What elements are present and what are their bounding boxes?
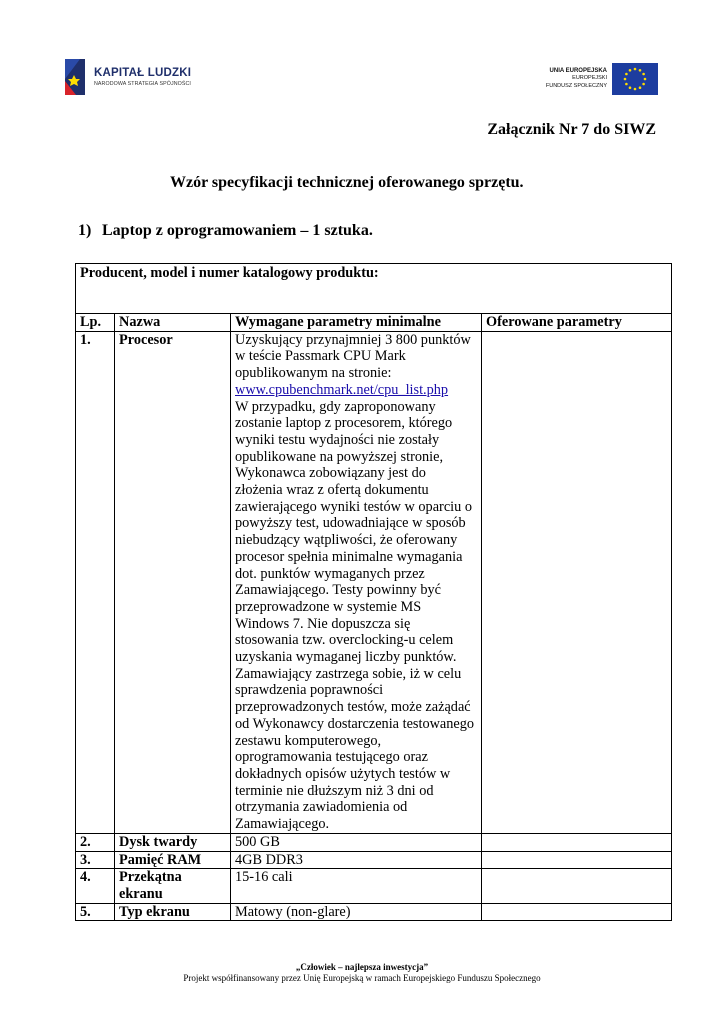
- header-offer: Oferowane parametry: [482, 314, 672, 332]
- row-lp: 5.: [76, 903, 115, 921]
- section-heading: [78, 222, 373, 240]
- annex-title: Załącznik Nr 7 do SIWZ: [487, 121, 656, 138]
- eu-flag-icon: [612, 63, 658, 95]
- row-offer: [482, 833, 672, 851]
- table-header-row: [76, 314, 672, 332]
- row-lp: 3.: [76, 851, 115, 869]
- eu-logo-line3: FUNDUSZ SPOŁECZNY: [545, 82, 607, 89]
- eu-logo-line2: EUROPEJSKI: [572, 75, 607, 82]
- specification-table: [75, 263, 672, 921]
- producer-cell: Producent, model i numer katalogowy produktu:: [76, 264, 672, 314]
- row-lp: 1.: [76, 331, 115, 833]
- kapital-ludzki-emblem-icon: [62, 57, 88, 97]
- row-offer: [482, 869, 672, 903]
- row-requirements: Matowy (non-glare): [231, 903, 482, 921]
- table-row: [76, 869, 672, 903]
- header-requirements: Wymagane parametry minimalne: [231, 314, 482, 332]
- row-requirements: 4GB DDR3: [231, 851, 482, 869]
- document-title: Wzór specyfikacji technicznej oferowanego sprzętu.: [170, 174, 524, 191]
- table-row: [76, 851, 672, 869]
- row-name: Pamięć RAM: [115, 851, 231, 869]
- row-name: Procesor: [115, 331, 231, 833]
- footer-note: Projekt współfinansowany przez Unię Europejską w ramach Europejskiego Funduszu Społecznego: [183, 973, 541, 983]
- footer-motto: „Człowiek – najlepsza inwestycja”: [295, 962, 429, 972]
- producer-row: [76, 264, 672, 314]
- header-name: Nazwa: [115, 314, 231, 332]
- row-offer: [482, 903, 672, 921]
- eu-logo: [523, 58, 658, 100]
- section-number: 1): [78, 222, 92, 239]
- table-row: [76, 331, 672, 833]
- table-row: [76, 833, 672, 851]
- row-name: Przekątna ekranu: [115, 869, 231, 903]
- row-lp: 4.: [76, 869, 115, 903]
- table-row: [76, 903, 672, 921]
- row-name: Dysk twardy: [115, 833, 231, 851]
- req-text-after: W przypadku, gdy zaproponowany zostanie laptop z procesorem, którego wyniki testu wydajności nie zostały opublikowane na powyższej stronie, Wykonawca zobowiązany jest do złożenia wraz z ofertą dokumentu zawierającego wyniki testów w oparciu o powyższy test, udowadniające w sposób niebudzący wątpliwości, że oferowany procesor spełnia minimalne wymagania dot. punktów wymaganych przez Zamawiającego. Testy powinny być przeprowadzone w systemie MS Windows 7. Nie dopuszcza się stosowania tzw. overclocking-u celem uzyskania wymaganej liczby punktów. Zamawiający zastrzega sobie, iż w celu sprawdzenia poprawności przeprowadzonych testów, może zażądać od Wykonawcy dostarczenia testowanego zestawu komputerowego, oprogramowania testującego oraz dokładnych opisów użytych testów w terminie nie dłuższym niż 3 dni od otrzymania zawiadomienia od Zamawiającego.: [235, 398, 475, 833]
- kapital-ludzki-title: KAPITAŁ LUDZKI: [94, 66, 192, 79]
- row-offer: [482, 331, 672, 833]
- header-lp: Lp.: [76, 314, 115, 332]
- row-requirements: 15-16 cali: [231, 869, 482, 903]
- page-footer: [0, 962, 724, 984]
- section-title: Laptop z oprogramowaniem – 1 sztuka.: [102, 222, 373, 239]
- req-text-before: Uzyskujący przynajmniej 3 800 punktów w teście Passmark CPU Mark opublikowanym na stronie:: [235, 331, 471, 382]
- row-offer: [482, 851, 672, 869]
- kapital-ludzki-subtitle: NARODOWA STRATEGIA SPÓJNOŚCI: [94, 80, 191, 87]
- eu-logo-line1: UNIA EUROPEJSKA: [549, 67, 607, 74]
- row-name: Typ ekranu: [115, 903, 231, 921]
- kapital-ludzki-logo: [62, 48, 210, 106]
- row-requirements: [231, 331, 482, 833]
- row-lp: 2.: [76, 833, 115, 851]
- cpubenchmark-link[interactable]: www.cpubenchmark.net/cpu_list.php: [235, 381, 449, 398]
- row-requirements: 500 GB: [231, 833, 482, 851]
